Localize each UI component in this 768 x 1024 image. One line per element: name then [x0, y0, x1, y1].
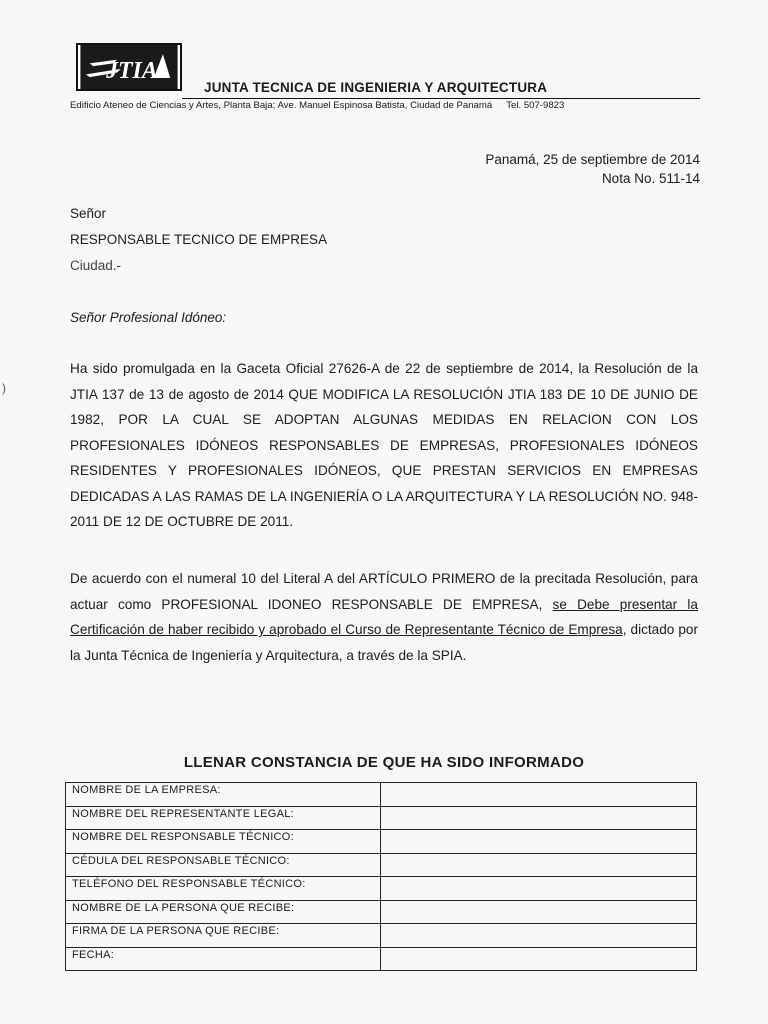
greeting: Señor Profesional Idóneo:	[70, 310, 227, 325]
date-block	[485, 150, 700, 188]
city: Ciudad.-	[70, 258, 122, 273]
form-field-label: NOMBRE DEL RESPONSABLE TÉCNICO:	[66, 830, 381, 854]
form-field-value[interactable]	[381, 947, 697, 971]
form-field-value[interactable]	[381, 853, 697, 877]
form-field-value[interactable]	[381, 924, 697, 948]
form-row	[66, 806, 697, 830]
telephone-text: Tel. 507-9823	[506, 100, 565, 111]
address-text: Edificio Ateneo de Ciencias y Artes, Planta Baja; Ave. Manuel Espinosa Batista, Ciudad de Panamá	[70, 100, 493, 111]
form-row	[66, 924, 697, 948]
paragraph-2-start: De acuerdo con el numeral 10 del Literal A del ARTÍCULO PRIMERO de la precitada Resolución, para actuar como PROFESIONAL IDONEO RESPONSABLE DE EMPRESA,	[70, 571, 698, 612]
form-row	[66, 947, 697, 971]
organization-name: JUNTA TECNICA DE INGENIERIA Y ARQUITECTURA	[204, 80, 548, 95]
paragraph-2-end: , dictado por la Junta Técnica de Ingeniería y Arquitectura, a través de la SPIA.	[70, 622, 699, 663]
note-number: Nota No. 511-14	[601, 171, 700, 186]
form-row	[66, 900, 697, 924]
jtia-logo-graphic	[78, 45, 180, 89]
form-row	[66, 830, 697, 854]
header-rule	[182, 98, 700, 99]
form-row	[66, 877, 697, 901]
margin-mark: )	[2, 381, 6, 395]
form-field-label: NOMBRE DE LA EMPRESA:	[66, 783, 381, 807]
form-field-label: NOMBRE DE LA PERSONA QUE RECIBE:	[66, 900, 381, 924]
jtia-logo	[76, 43, 182, 91]
paragraph-2	[70, 566, 698, 668]
form-field-label: FIRMA DE LA PERSONA QUE RECIBE:	[66, 924, 381, 948]
form-field-value[interactable]	[381, 783, 697, 807]
acknowledgement-form	[65, 782, 697, 971]
paragraph-2-underlined: se Debe presentar la Certificación de haber recibido y aprobado el Curso de Representante Técnico de Empresa	[70, 596, 698, 637]
form-row	[66, 853, 697, 877]
logo-text: JTIA	[106, 58, 158, 84]
form-field-label: CÉDULA DEL RESPONSABLE TÉCNICO:	[66, 853, 381, 877]
form-field-label: TELÉFONO DEL RESPONSABLE TÉCNICO:	[66, 877, 381, 901]
form-field-label: NOMBRE DEL REPRESENTANTE LEGAL:	[66, 806, 381, 830]
letter-date: Panamá, 25 de septiembre de 2014	[485, 152, 700, 167]
form-field-value[interactable]	[381, 877, 697, 901]
form-field-value[interactable]	[381, 806, 697, 830]
organization-address	[70, 100, 564, 111]
recipient: RESPONSABLE TECNICO DE EMPRESA	[70, 232, 328, 247]
form-field-label: FECHA:	[66, 947, 381, 971]
salutation: Señor	[70, 206, 107, 221]
form-field-value[interactable]	[381, 900, 697, 924]
form-row	[66, 783, 697, 807]
form-field-value[interactable]	[381, 830, 697, 854]
paragraph-1: Ha sido promulgada en la Gaceta Oficial 27626-A de 22 de septiembre de 2014, la Resolución de la JTIA 137 de 13 de agosto de 2014 QUE MODIFICA LA RESOLUCIÓN JTIA 183 DE 10 DE JUNIO DE 1982, POR LA CUAL SE ADOPTAN ALGUNAS MEDIDAS EN RELACION CON LOS PROFESIONALES IDÓNEOS RESPONSABLES DE EMPRESAS, PROFESIONALES IDÓNEOS RESIDENTES Y PROFESIONALES IDÓNEOS, QUE PRESTAN SERVICIOS EN EMPRESAS DEDICADAS A LAS RAMAS DE LA INGENIERÍA O LA ARQUITECTURA Y LA RESOLUCIÓN NO. 948-2011 DE 12 DE OCTUBRE DE 2011.	[70, 361, 698, 529]
form-title: LLENAR CONSTANCIA DE QUE HA SIDO INFORMADO	[183, 754, 585, 771]
